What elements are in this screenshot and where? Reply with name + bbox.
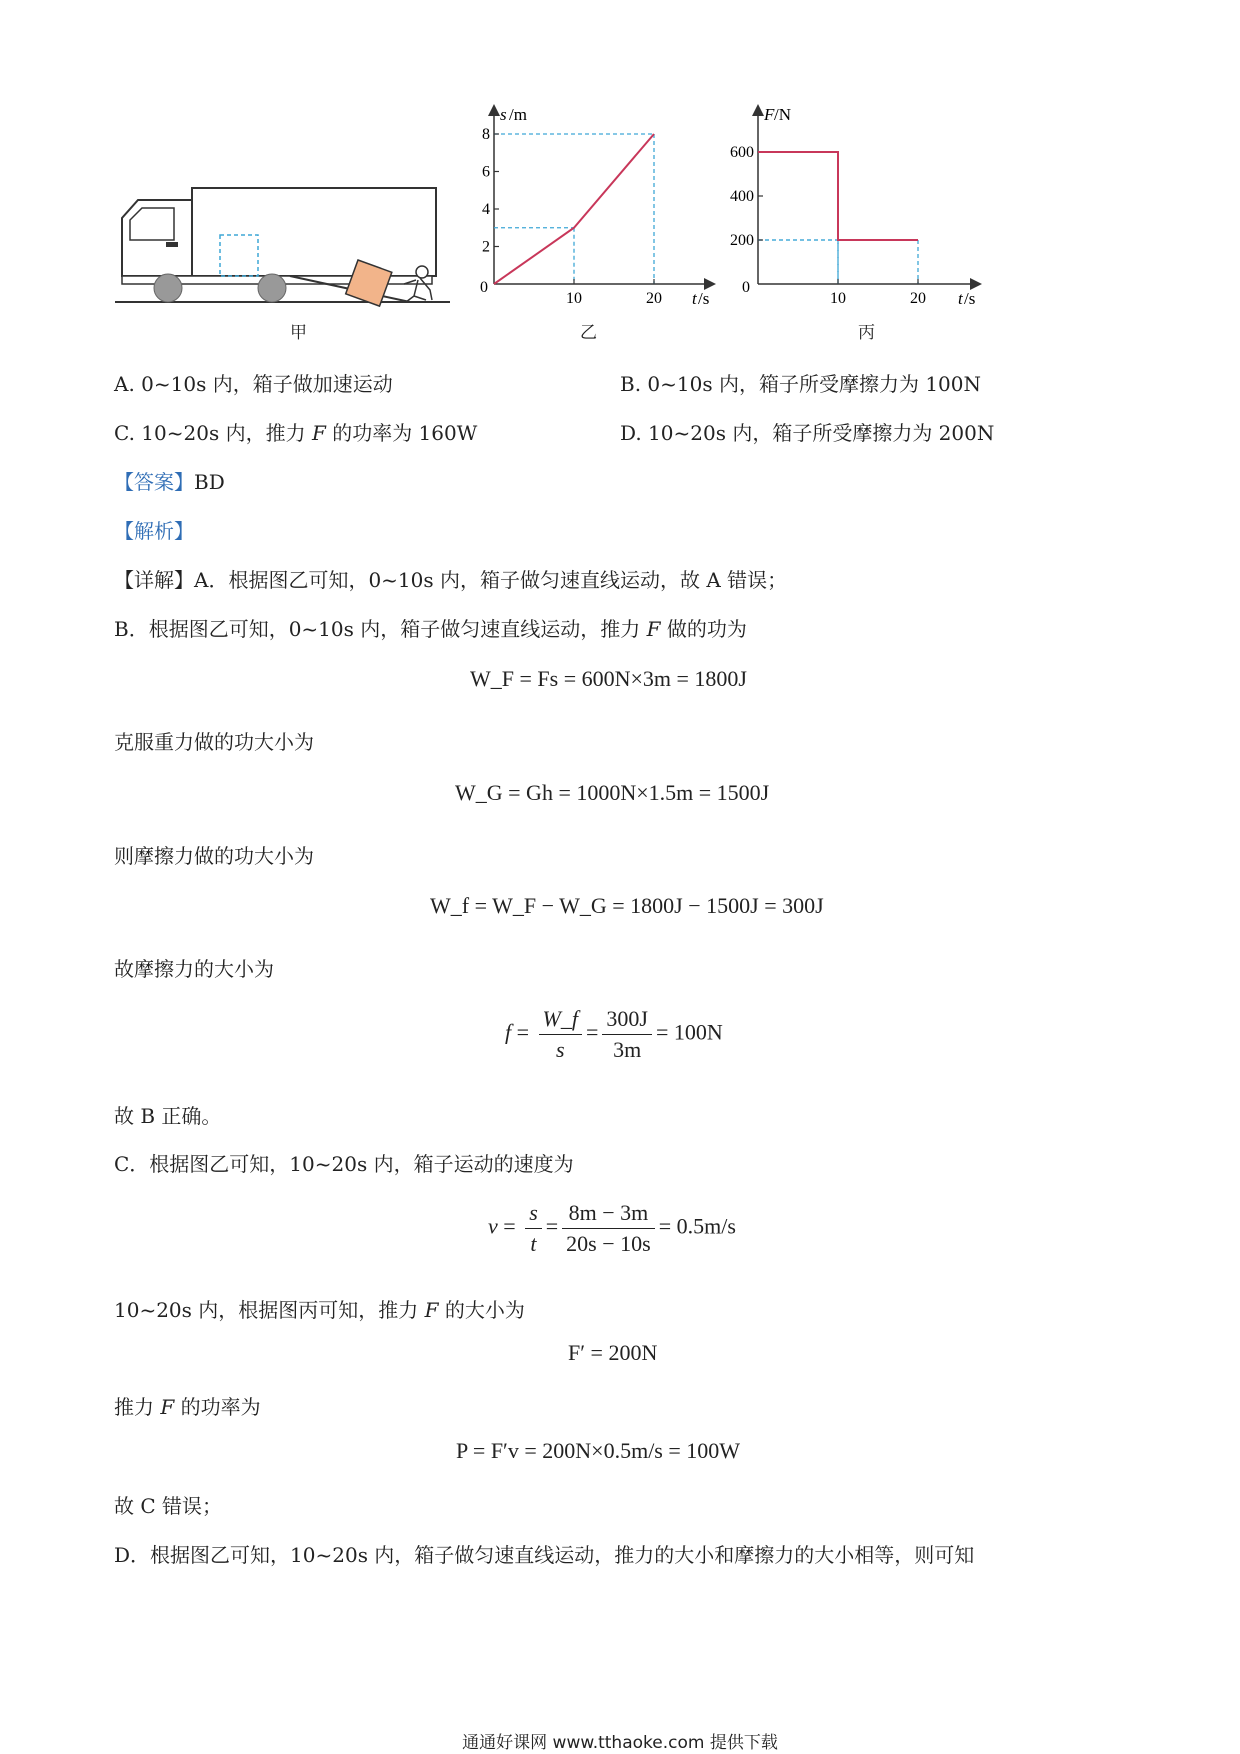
- equation-friction: f = $\frac{W\_f}{s}$ = $\frac{300J}{3m}$ = 100N: [505, 1006, 723, 1062]
- figure-caption-yi: 乙: [580, 323, 597, 343]
- s-t-graph: [470, 100, 720, 320]
- y-tick-label-6: 6: [482, 163, 490, 181]
- x-tick-label-10: 10: [830, 290, 846, 307]
- fraction-300J-over-3m: $\frac{300J}{3m}$: [602, 1006, 652, 1063]
- detail-a-text: A．根据图乙可知，0~10s 内，箱子做匀速直线运动，故 A 错误；: [194, 568, 788, 592]
- text-power: [114, 1391, 261, 1420]
- x-tick-label-20: 20: [910, 290, 926, 307]
- option-d: D. 10~20s 内，箱子所受摩擦力为 200N: [620, 421, 995, 445]
- text-friction-size: 故摩擦力的大小为: [114, 957, 274, 981]
- truck-ramp-figure: [110, 180, 460, 320]
- option-a: A. 0~10s 内，箱子做加速运动: [114, 372, 393, 396]
- x-axis-label-var: t: [692, 289, 697, 308]
- x-axis-label-unit: /s: [698, 289, 710, 308]
- y-axis-label-var: s: [500, 105, 507, 124]
- origin-label: 0: [480, 279, 488, 296]
- option-b: B. 0~10s 内，箱子所受摩擦力为 100N: [620, 372, 981, 396]
- detail-label: 【详解】: [114, 568, 194, 592]
- t7-var: F: [160, 1395, 175, 1419]
- text-gravity-work: 克服重力做的功大小为: [114, 730, 314, 754]
- y-tick-label-200: 200: [730, 232, 754, 249]
- t6-pre: 10~20s 内，根据图丙可知，推力: [114, 1298, 425, 1322]
- y-axis-label-unit: /N: [774, 105, 791, 124]
- detail-b-var: F: [646, 617, 661, 641]
- t7-post: 的功率为: [174, 1395, 261, 1419]
- origin-label: 0: [742, 279, 750, 296]
- y-axis-label-unit: /m: [509, 105, 527, 124]
- fraction-displacement-over-time: $\frac{8m - 3m}{20s - 10s}$: [562, 1200, 655, 1257]
- answer-line: [114, 466, 225, 495]
- t6-post: 的大小为: [438, 1298, 525, 1322]
- x-axis-label-unit: /s: [964, 289, 976, 308]
- F-t-series-line: [758, 152, 918, 240]
- detail-d: D．根据图乙可知，10~20s 内，箱子做匀速直线运动，推力的大小和摩擦力的大小相等，则可知: [114, 1543, 975, 1567]
- figure-caption-jia: 甲: [290, 323, 307, 343]
- text-b-correct: 故 B 正确。: [114, 1104, 222, 1128]
- y-tick-label-400: 400: [730, 188, 754, 205]
- analysis-label: 【解析】: [114, 519, 194, 543]
- text-c-wrong: 故 C 错误；: [114, 1494, 223, 1518]
- y-tick-label-600: 600: [730, 144, 754, 161]
- page-footer: 通通好课网 www.tthaoke.com 提供下载: [462, 1733, 778, 1753]
- figure-caption-bing: 丙: [858, 323, 875, 343]
- detail-b-post: 做的功为: [660, 617, 747, 641]
- answer-label: 【答案】: [114, 470, 194, 494]
- y-tick-label-4: 4: [482, 201, 490, 218]
- option-c: [114, 417, 477, 446]
- F-t-graph: [720, 100, 990, 320]
- x-tick-label-10: 10: [566, 290, 582, 307]
- t7-pre: 推力: [114, 1395, 161, 1419]
- t6-var: F: [424, 1298, 439, 1322]
- equation-work-G: W_G = Gh = 1000N×1.5m = 1500J: [455, 780, 770, 805]
- y-tick-label-2: 2: [482, 238, 490, 256]
- s-t-series-line: [494, 134, 654, 284]
- y-tick-label-8: 8: [482, 126, 490, 143]
- fraction-wf-over-s: $\frac{W\_f}{s}$: [539, 1006, 582, 1063]
- detail-c: C．根据图乙可知，10~20s 内，箱子运动的速度为: [114, 1152, 574, 1176]
- option-c-post: 的功率为 160W: [325, 421, 478, 445]
- equation-force: F′ = 200N: [568, 1340, 658, 1365]
- fraction-s-over-t: $\frac{s}{t}$: [525, 1200, 542, 1257]
- detail-b-pre: B．根据图乙可知，0~10s 内，箱子做匀速直线运动，推力: [114, 617, 647, 641]
- text-friction-work: 则摩擦力做的功大小为: [114, 844, 314, 868]
- option-c-pre: C. 10~20s 内，推力: [114, 421, 312, 445]
- text-push-force: [114, 1294, 525, 1323]
- equation-power: P = F′v = 200N×0.5m/s = 100W: [456, 1438, 741, 1463]
- x-axis-label-var: t: [958, 289, 963, 308]
- option-c-var: F: [311, 421, 326, 445]
- detail-b: [114, 613, 747, 642]
- equation-work-F: W_F = Fs = 600N×3m = 1800J: [470, 666, 747, 691]
- y-axis-label-var: F: [764, 105, 775, 124]
- answer-value: BD: [194, 470, 225, 494]
- equation-velocity: v = $\frac{s}{t}$ = $\frac{8m - 3m}{20s - 10s}$ = 0.5m/s: [488, 1200, 736, 1256]
- detail-a: [114, 564, 787, 593]
- x-tick-label-20: 20: [646, 290, 662, 307]
- equation-work-f: W_f = W_F − W_G = 1800J − 1500J = 300J: [430, 893, 824, 918]
